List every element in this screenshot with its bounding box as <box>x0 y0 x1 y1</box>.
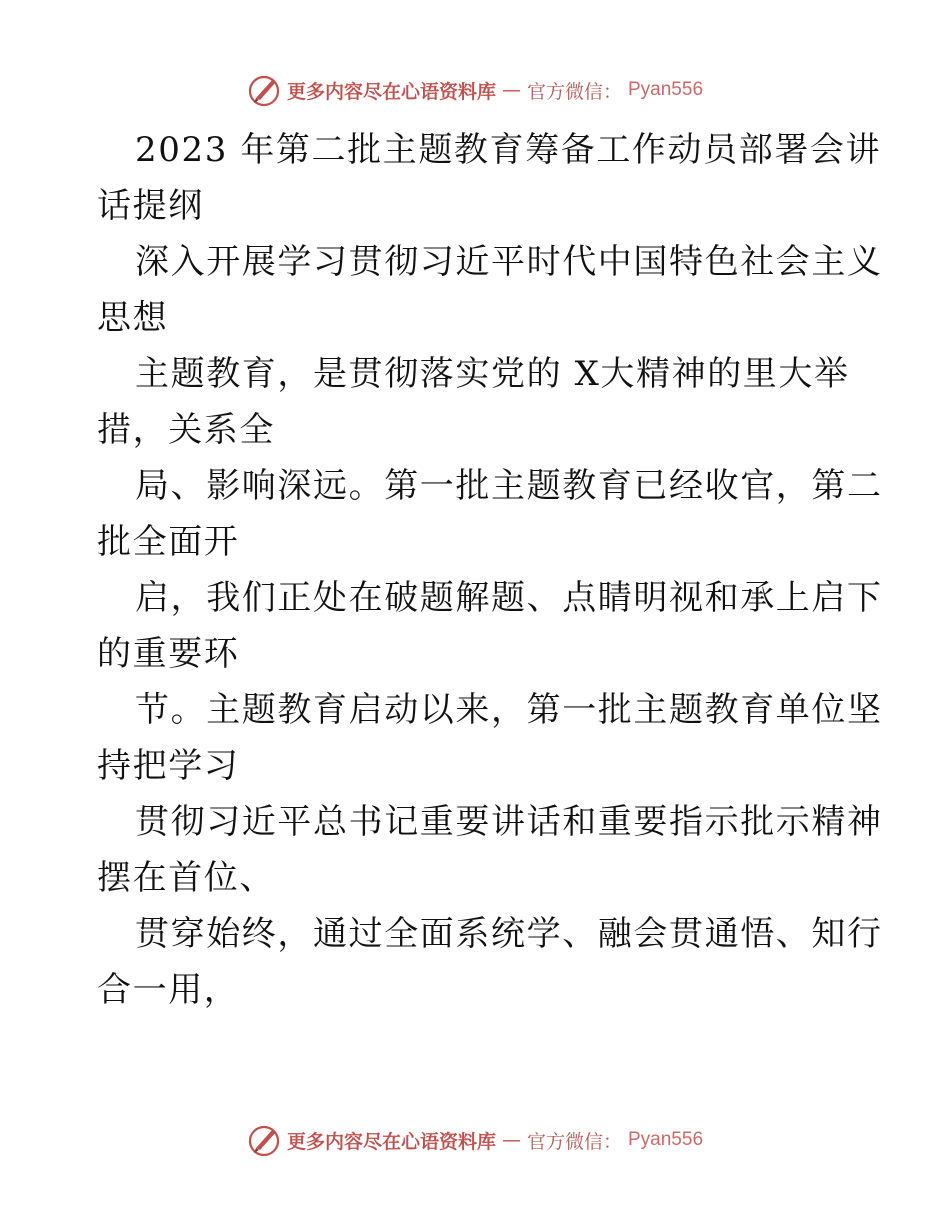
footer-watermark <box>0 1120 950 1160</box>
paragraph-line: 启，我们正处在破题解题、点睛明视和承上启下 <box>135 578 883 618</box>
paragraph-line: 主题教育，是贯彻落实党的 X大精神的里大举 <box>135 354 850 394</box>
paragraph-line: 局、影响深远。第一批主题教育已经收官，第二 <box>135 466 883 506</box>
document-title-line-2: 话提纲 <box>97 186 204 226</box>
paragraph-line: 贯穿始终，通过全面系统学、融会贯通悟、知行 <box>135 914 883 954</box>
paragraph-line: 批全面开 <box>97 522 240 562</box>
quill-logo-icon <box>247 73 281 107</box>
watermark-wechat-id: Pyan556 <box>628 1129 704 1150</box>
watermark-separator: — <box>501 1129 521 1151</box>
paragraph-line: 思想 <box>97 298 169 338</box>
paragraph-line: 的重要环 <box>97 634 240 674</box>
document-title-line-1: 2023 年第二批主题教育筹备工作动员部署会讲 <box>135 130 882 170</box>
paragraph-line: 措，关系全 <box>97 410 275 450</box>
watermark-text: 更多内容尽在心语资料库 <box>286 1130 496 1153</box>
paragraph-line: 合一用， <box>97 970 240 1010</box>
watermark-wechat-label: 官方微信： <box>526 80 622 103</box>
watermark-wechat-id: Pyan556 <box>628 79 704 100</box>
quill-logo-icon <box>247 1123 281 1157</box>
watermark-text: 更多内容尽在心语资料库 <box>286 80 496 103</box>
watermark-wechat-label: 官方微信： <box>526 1130 622 1153</box>
paragraph-line: 持把学习 <box>97 746 240 786</box>
paragraph-line: 贯彻习近平总书记重要讲话和重要指示批示精神 <box>135 802 883 842</box>
header-watermark <box>0 70 950 110</box>
watermark-separator: — <box>501 79 521 101</box>
paragraph-line: 节。主题教育启动以来，第一批主题教育单位坚 <box>135 690 883 730</box>
paragraph-line: 深入开展学习贯彻习近平时代中国特色社会主义 <box>135 242 883 282</box>
document-body <box>97 122 883 1018</box>
paragraph-line: 摆在首位、 <box>97 858 275 898</box>
